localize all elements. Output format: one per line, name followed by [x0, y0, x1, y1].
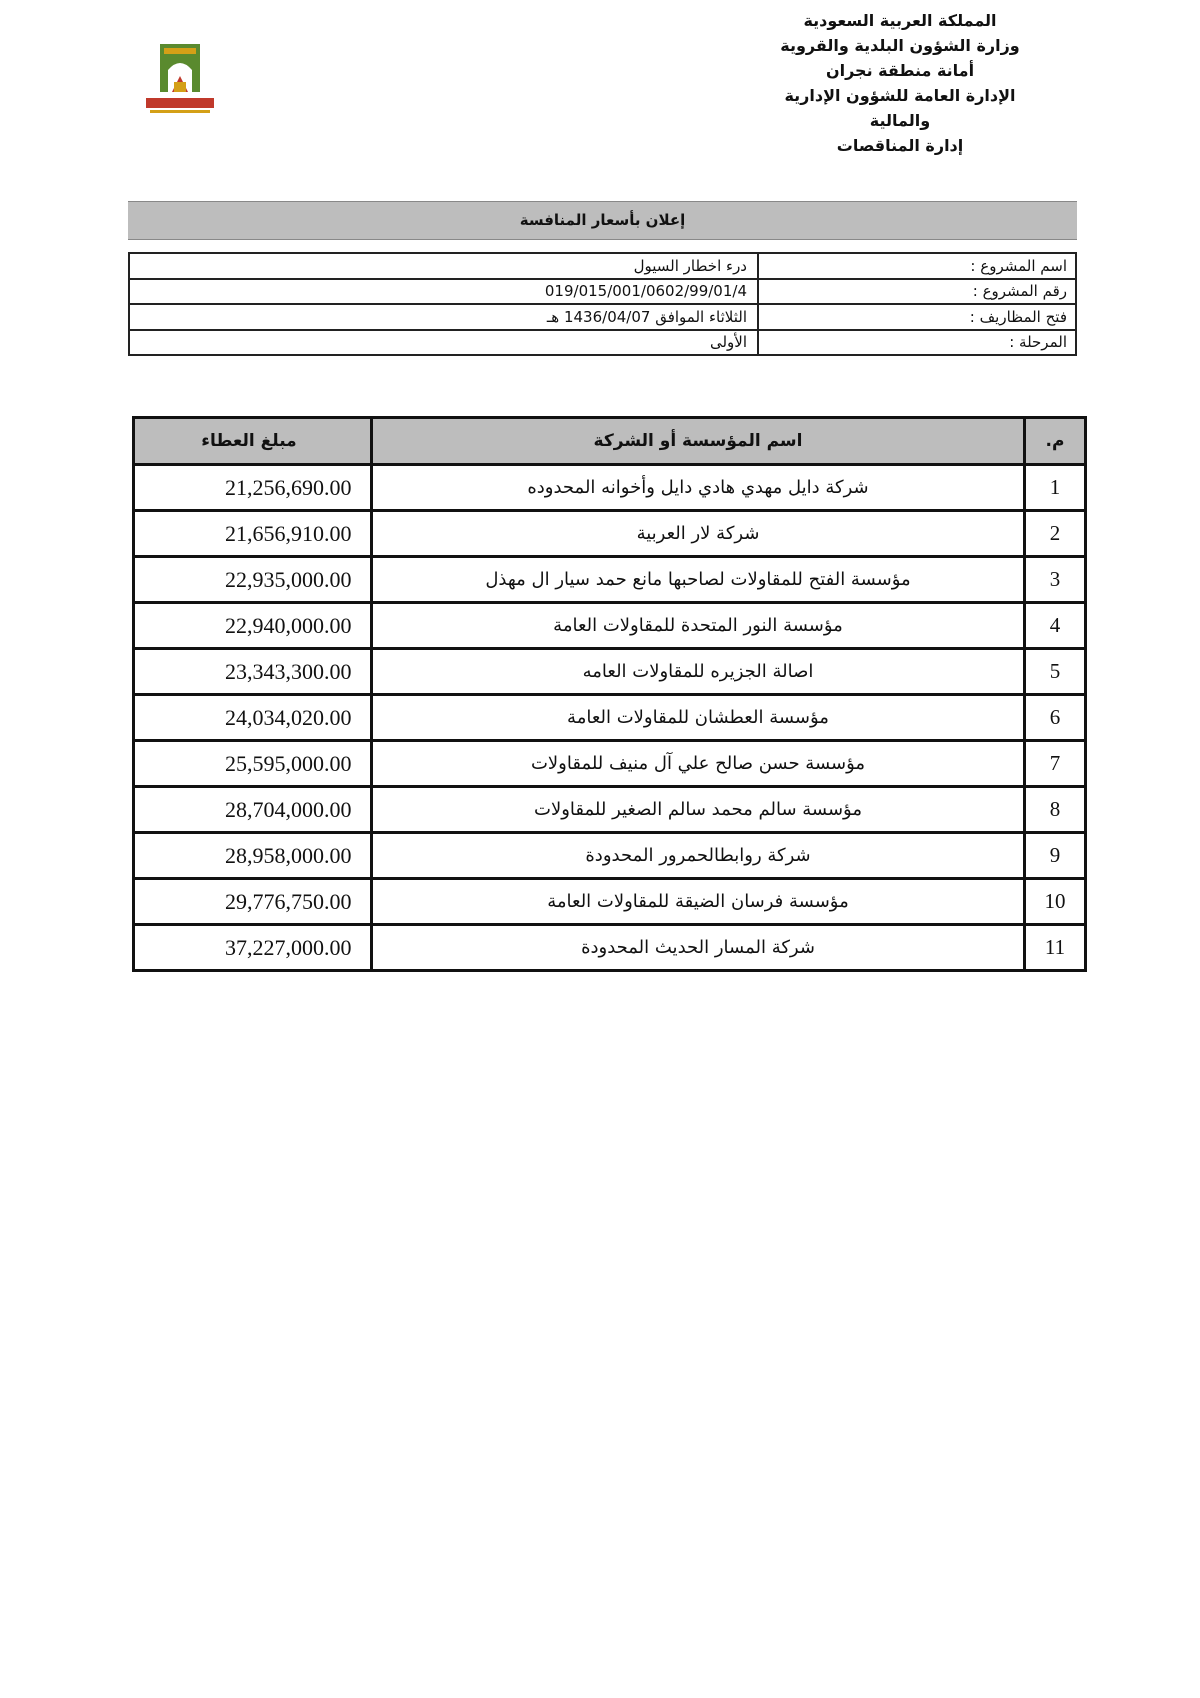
header-line: والمالية	[869, 111, 931, 130]
info-row	[129, 253, 1076, 279]
company-name: شركة روابطالحمرور المحدودة	[372, 833, 1025, 879]
info-label: فتح المظاريف :	[758, 304, 1076, 330]
project-info-table	[128, 252, 1077, 356]
row-number: 5	[1025, 649, 1086, 695]
bid-amount: 29,776,750.00	[134, 879, 372, 925]
table-row	[134, 879, 1086, 925]
bid-amount: 25,595,000.00	[134, 741, 372, 787]
table-row	[134, 649, 1086, 695]
bid-amount: 23,343,300.00	[134, 649, 372, 695]
table-row	[134, 603, 1086, 649]
company-name: مؤسسة سالم محمد سالم الصغير للمقاولات	[372, 787, 1025, 833]
company-name: مؤسسة الفتح للمقاولات لصاحبها مانع حمد سيار ال مهذل	[372, 557, 1025, 603]
info-label: اسم المشروع :	[758, 253, 1076, 279]
company-name: اصالة الجزيره للمقاولات العامه	[372, 649, 1025, 695]
row-number: 3	[1025, 557, 1086, 603]
company-name: مؤسسة حسن صالح علي آل منيف للمقاولات	[372, 741, 1025, 787]
letterhead	[740, 8, 1060, 158]
row-number: 4	[1025, 603, 1086, 649]
info-row	[129, 330, 1076, 356]
logo-icon	[140, 40, 220, 120]
info-value: الأولى	[129, 330, 758, 356]
table-row	[134, 787, 1086, 833]
table-row	[134, 741, 1086, 787]
row-number: 9	[1025, 833, 1086, 879]
row-number: 1	[1025, 465, 1086, 511]
header-line: أمانة منطقة نجران	[825, 61, 975, 80]
announcement-title: إعلان بأسعار المنافسة	[128, 201, 1077, 240]
company-name: شركة لار العربية	[372, 511, 1025, 557]
bid-amount: 22,935,000.00	[134, 557, 372, 603]
table-row	[134, 465, 1086, 511]
table-header-row	[134, 418, 1086, 465]
row-number: 8	[1025, 787, 1086, 833]
header-amount: مبلغ العطاء	[134, 418, 372, 465]
company-name: شركة دايل مهدي هادي دايل وأخوانه المحدوده	[372, 465, 1025, 511]
bid-amount: 22,940,000.00	[134, 603, 372, 649]
header-line: وزارة الشؤون البلدية والقروية	[780, 36, 1020, 55]
bid-amount: 28,958,000.00	[134, 833, 372, 879]
najran-municipality-logo	[140, 40, 220, 120]
table-row	[134, 557, 1086, 603]
header-num: م.	[1025, 418, 1086, 465]
row-number: 7	[1025, 741, 1086, 787]
bid-amount: 37,227,000.00	[134, 925, 372, 971]
company-name: مؤسسة العطشان للمقاولات العامة	[372, 695, 1025, 741]
company-name: مؤسسة فرسان الضيقة للمقاولات العامة	[372, 879, 1025, 925]
table-row	[134, 833, 1086, 879]
row-number: 11	[1025, 925, 1086, 971]
info-label: رقم المشروع :	[758, 279, 1076, 305]
info-row	[129, 304, 1076, 330]
table-row	[134, 925, 1086, 971]
company-name: شركة المسار الحديث المحدودة	[372, 925, 1025, 971]
header-line: المملكة العربية السعودية	[803, 11, 997, 30]
row-number: 10	[1025, 879, 1086, 925]
bid-amount: 21,656,910.00	[134, 511, 372, 557]
row-number: 6	[1025, 695, 1086, 741]
info-value: 019/015/001/0602/99/01/4	[129, 279, 758, 305]
header-line: الإدارة العامة للشؤون الإدارية	[784, 86, 1016, 105]
table-row	[134, 695, 1086, 741]
header-line: إدارة المناقصات	[836, 136, 964, 155]
bid-amount: 21,256,690.00	[134, 465, 372, 511]
info-label: المرحلة :	[758, 330, 1076, 356]
bid-amount: 24,034,020.00	[134, 695, 372, 741]
company-name: مؤسسة النور المتحدة للمقاولات العامة	[372, 603, 1025, 649]
header-company: اسم المؤسسة أو الشركة	[372, 418, 1025, 465]
bid-results-table	[132, 416, 1087, 972]
table-row	[134, 511, 1086, 557]
info-value: درء اخطار السيول	[129, 253, 758, 279]
info-row	[129, 279, 1076, 305]
bid-amount: 28,704,000.00	[134, 787, 372, 833]
info-value: الثلاثاء الموافق 1436/04/07 هـ	[129, 304, 758, 330]
row-number: 2	[1025, 511, 1086, 557]
